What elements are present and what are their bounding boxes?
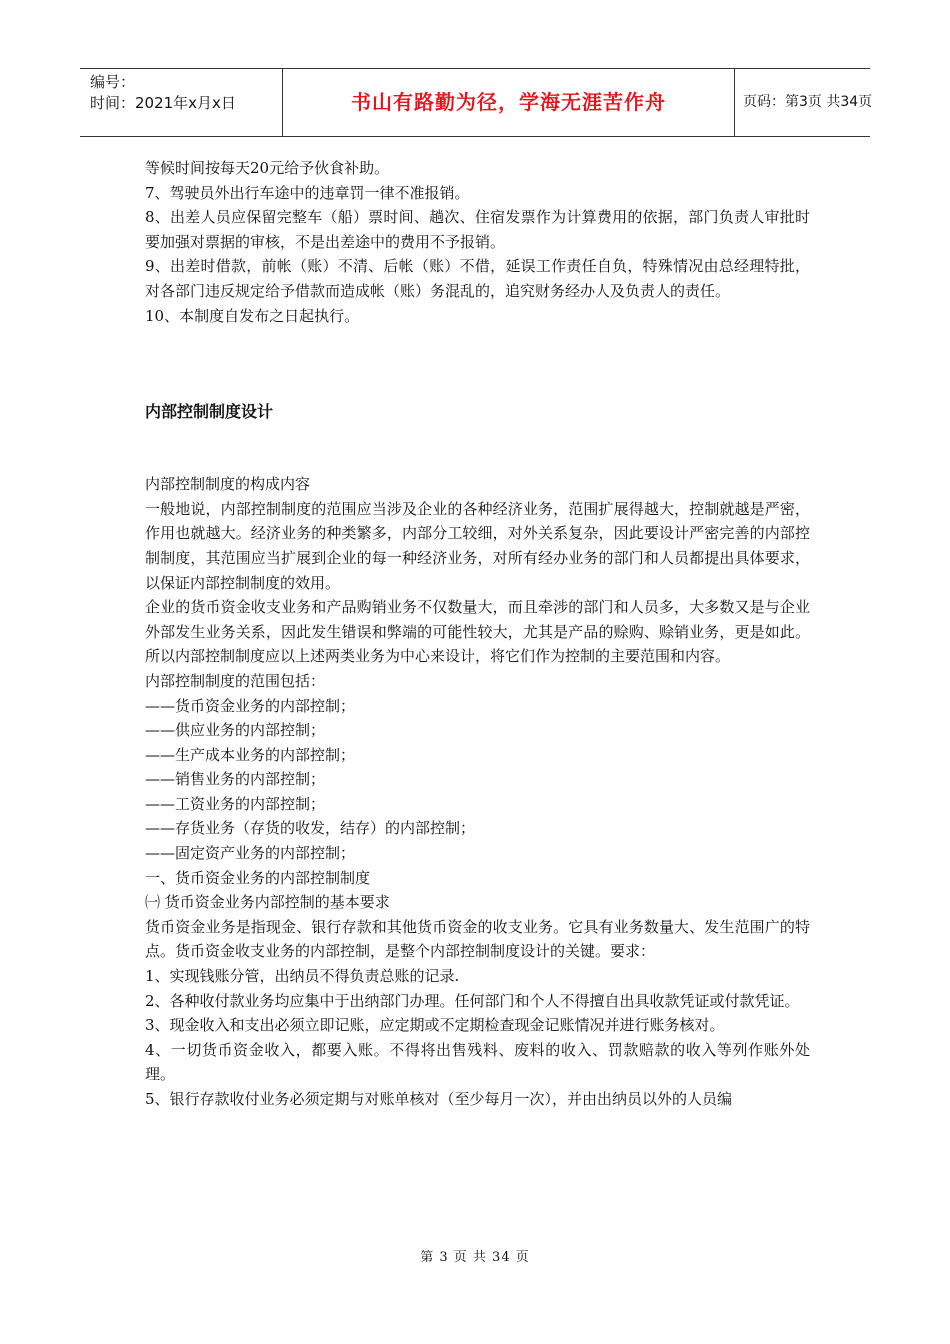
header-motto: 书山有路勤为径，学海无涯苦作舟: [282, 69, 735, 136]
spacer: [145, 424, 810, 472]
paragraph: 10、本制度自发布之日起执行。: [145, 306, 360, 325]
paragraph: 8、出差人员应保留完整车（船）票时间、趟次、住宿发票作为计算费用的依据，部门负责人审批时要加强对票据的审核，不是出差途中的费用不予报销。: [145, 208, 810, 251]
spacer: [145, 328, 810, 400]
paragraph: 3、现金收入和支出必须立即记账，应定期或不定期检查现金记账情况并进行账务核对。: [145, 1016, 725, 1035]
list-item: ——固定资产业务的内部控制；: [145, 844, 356, 863]
list-item: ——存货业务（存货的收发，结存）的内部控制；: [145, 819, 476, 838]
paragraph: 4、一切货币资金收入，都要入账。不得将出售残料、废料的收入、罚款赔款的收入等列作账外处理。: [145, 1040, 810, 1084]
list-item: ——货币资金业务的内部控制；: [145, 696, 356, 715]
subheading: ㈠ 货币资金业务内部控制的基本要求: [145, 893, 390, 912]
paragraph: 9、出差时借款，前帐（账）不清、后帐（账）不借，延误工作责任自负，特殊情况由总经理特批，对各部门违反规定给予借款而造成帐（账）务混乱的，追究财务经办人及负责人的责任。: [145, 257, 810, 300]
paragraph: 企业的货币资金收支业务和产品购销业务不仅数量大，而且牵涉的部门和人员多，大多数又是与企业外部发生业务关系，因此发生错误和弊端的可能性较大，尤其是产品的赊购、赊销业务，更是如此。所以内部控制制度应以上述两类业务为中心来设计，将它们作为控制的主要范围和内容。: [145, 598, 810, 666]
paragraph: 5、银行存款收付业务必须定期与对账单核对（至少每月一次），并由出纳员以外的人员编: [145, 1090, 733, 1108]
subheading: 一、货币资金业务的内部控制制度: [145, 868, 371, 887]
list-item: ——供应业务的内部控制；: [145, 721, 326, 740]
paragraph: 1、实现钱账分管，出纳员不得负责总账的记录.: [145, 967, 460, 986]
list-item: ——销售业务的内部控制；: [145, 770, 326, 789]
paragraph: 等候时间按每天20元给予伙食补助。: [145, 159, 390, 177]
paragraph: 一般地说，内部控制制度的范围应当涉及企业的各种经济业务，范围扩展得越大，控制就越是严密，作用也就越大。经济业务的种类繁多，内部分工较细，对外关系复杂，因此要设计严密完善的内部控制制度，其范围应当扩展到企业的每一种经济业务，对所有经办业务的部门和人员都提出具体要求，以保证内部控制制度的效用。: [145, 499, 810, 592]
list-item: ——工资业务的内部控制；: [145, 794, 326, 813]
page-footer: 第 3 页 共 34 页: [420, 1250, 530, 1265]
document-date: 时间：2021年x月x日: [90, 94, 236, 112]
document-number: 编号：: [90, 73, 136, 91]
header-page-number: 页码：第3页 共34页: [743, 94, 873, 110]
page-header: [80, 68, 873, 137]
subheading: 内部控制制度的构成内容: [145, 475, 311, 494]
paragraph: 2、各种收付款业务均应集中于出纳部门办理。任何部门和个人不得擅自出具收款凭证或付款凭证。: [145, 991, 800, 1010]
section-heading: 内部控制制度设计: [145, 402, 274, 422]
list-item: ——生产成本业务的内部控制；: [145, 745, 356, 764]
header-meta: [80, 69, 282, 136]
document-body: [145, 156, 810, 1112]
paragraph: 内部控制制度的范围包括：: [145, 671, 326, 690]
paragraph: 7、驾驶员外出行车途中的违章罚一律不准报销。: [145, 183, 470, 202]
paragraph: 货币资金业务是指现金、银行存款和其他货币资金的收支业务。它具有业务数量大、发生范围广的特点。货币资金收支业务的内部控制，是整个内部控制制度设计的关键。要求：: [145, 917, 810, 961]
